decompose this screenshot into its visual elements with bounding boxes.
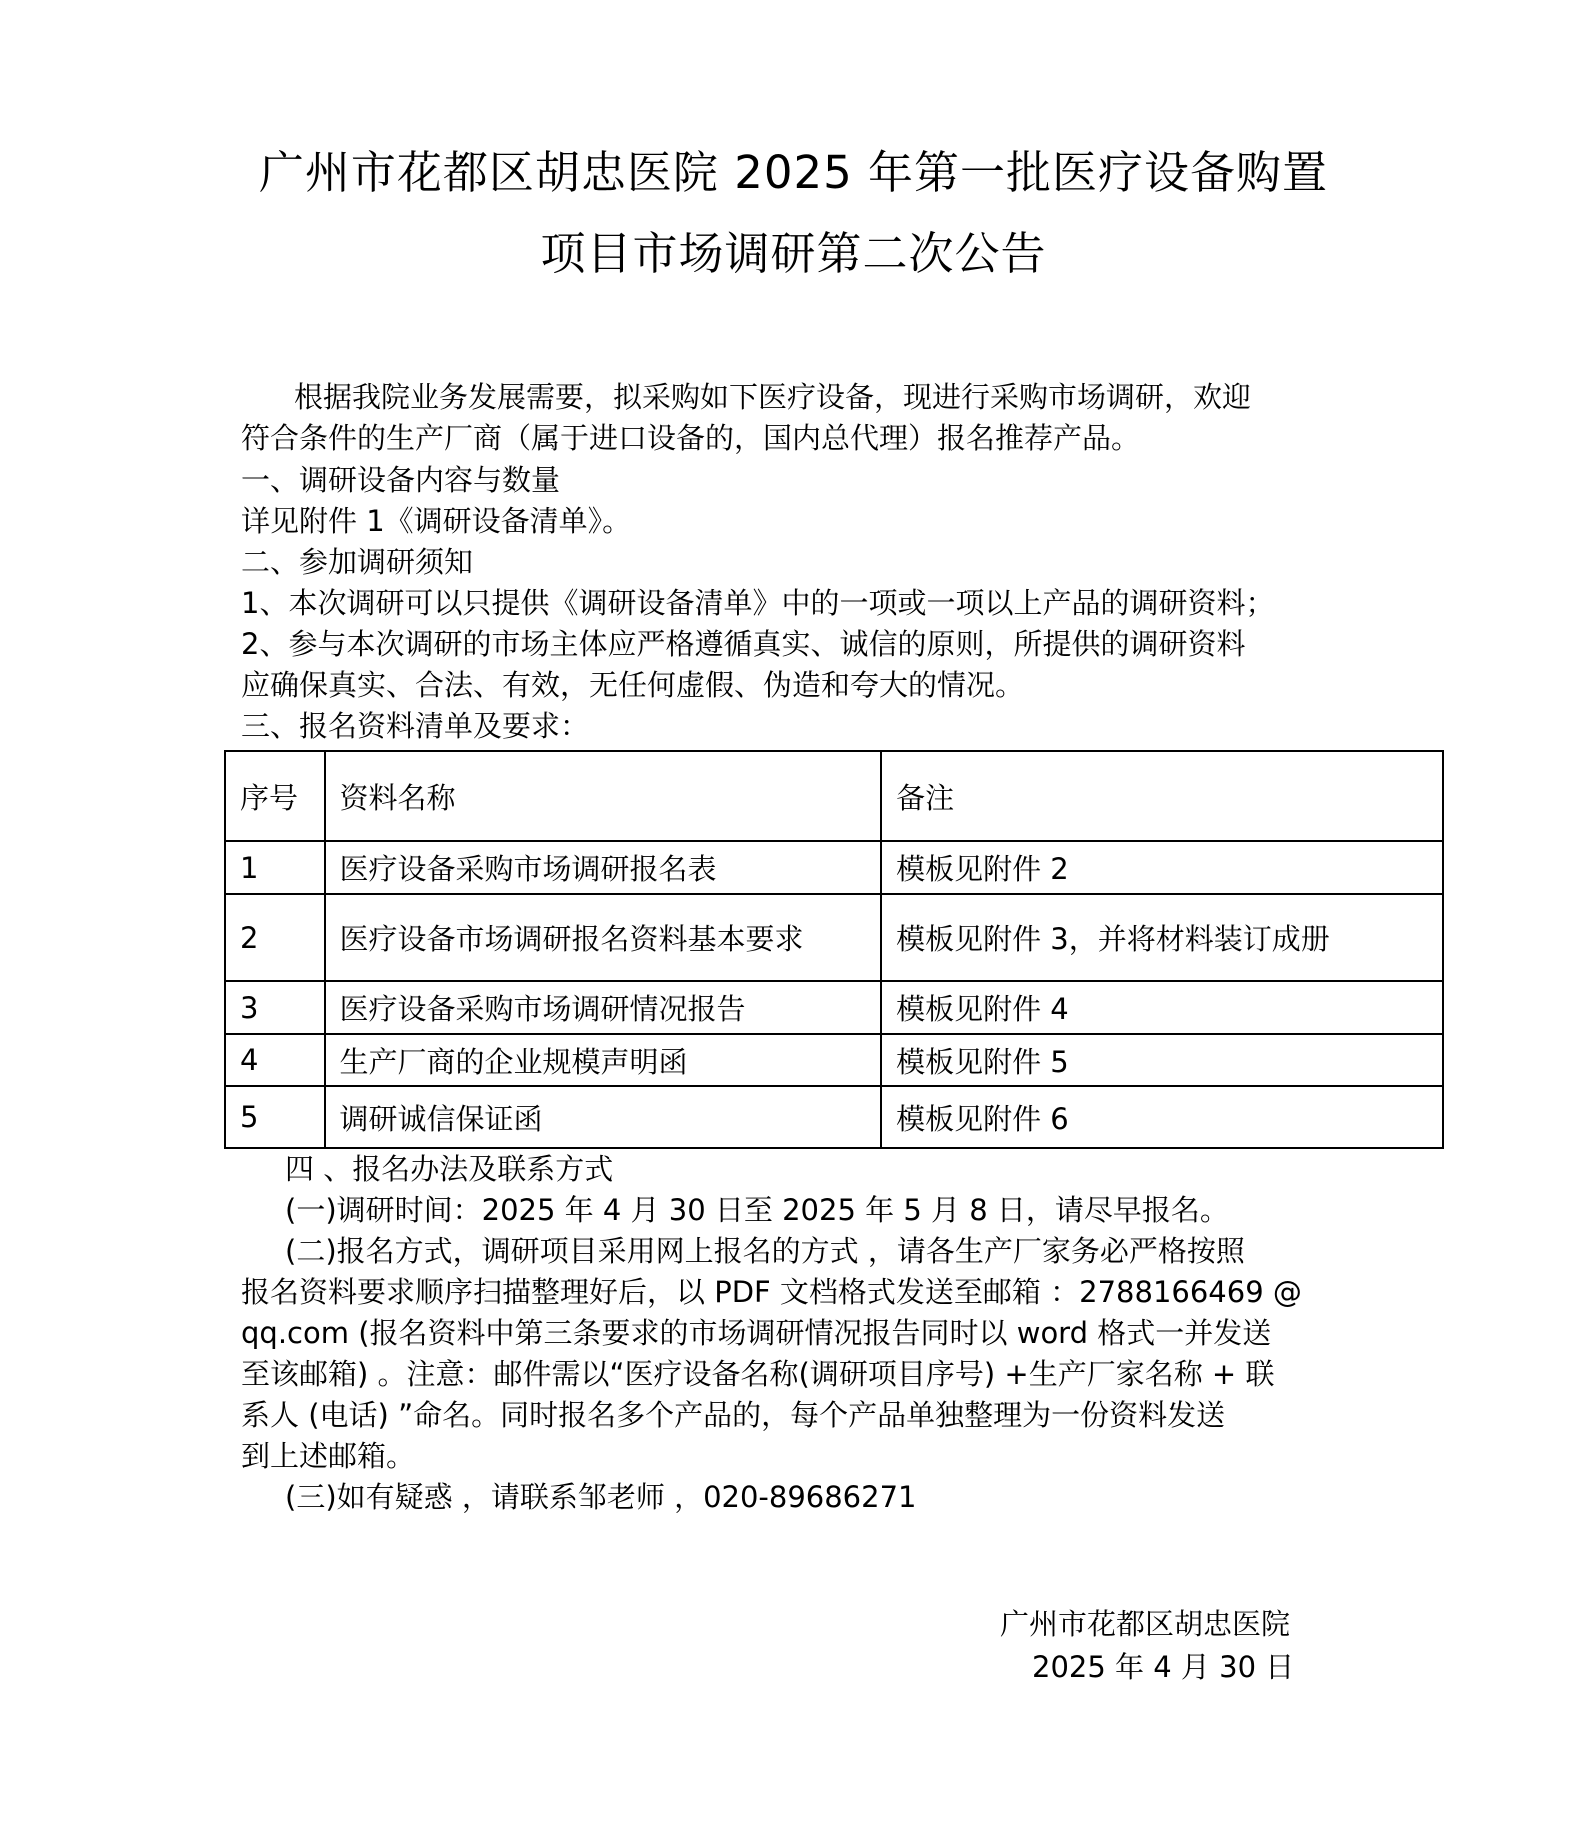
registration-materials-table <box>224 750 1444 1149</box>
row-index: 2 <box>225 894 325 981</box>
row-material-name: 生产厂商的企业规模声明函 <box>325 1034 882 1086</box>
section-4-method-line-5: 系人 (电话) ”命名。同时报名多个产品的，每个产品单独整理为一份资料发送 <box>241 1398 1226 1432</box>
section-4-method-line-3: qq.com (报名资料中第三条要求的市场调研情况报告同时以 word 格式一并发送 <box>241 1316 1272 1350</box>
row-index: 4 <box>225 1034 325 1086</box>
row-material-name: 医疗设备采购市场调研情况报告 <box>325 981 882 1034</box>
document-title-line-2: 项目市场调研第二次公告 <box>540 227 1047 280</box>
section-2-item-2-line-1: 2、参与本次调研的市场主体应严格遵循真实、诚信的原则，所提供的调研资料 <box>241 627 1246 661</box>
section-4-method-line-6: 到上述邮箱。 <box>241 1439 416 1473</box>
section-2-item-2-line-2: 应确保真实、合法、有效，无任何虚假、伪造和夸大的情况。 <box>241 668 1025 702</box>
row-material-name: 调研诚信保证函 <box>325 1086 882 1148</box>
section-2-item-1: 1、本次调研可以只提供《调研设备清单》中的一项或一项以上产品的调研资料； <box>241 586 1275 620</box>
row-remarks: 模板见附件 4 <box>881 981 1443 1034</box>
row-remarks: 模板见附件 5 <box>881 1034 1443 1086</box>
signature-organization: 广州市花都区胡忠医院 <box>1000 1607 1291 1641</box>
signature-date: 2025 年 4 月 30 日 <box>1032 1650 1295 1684</box>
row-remarks: 模板见附件 3，并将材料装订成册 <box>881 894 1443 981</box>
row-index: 1 <box>225 841 325 894</box>
intro-paragraph-line-1: 根据我院业务发展需要，拟采购如下医疗设备，现进行采购市场调研，欢迎 <box>294 380 1252 414</box>
row-index: 5 <box>225 1086 325 1148</box>
intro-paragraph-line-2: 符合条件的生产厂商（属于进口设备的，国内总代理）报名推荐产品。 <box>241 421 1141 455</box>
section-4-method-line-2: 报名资料要求顺序扫描整理好后，以 PDF 文档格式发送至邮箱 ：2788166469 @ <box>241 1275 1302 1309</box>
table-header-row <box>225 751 1443 841</box>
table-row <box>225 841 1443 894</box>
document-title-line-1: 广州市花都区胡忠医院 2025 年第一批医疗设备购置 <box>258 146 1329 199</box>
row-material-name: 医疗设备采购市场调研报名表 <box>325 841 882 894</box>
section-4-heading: 四 、报名办法及联系方式 <box>285 1152 614 1186</box>
header-material-name: 资料名称 <box>325 751 882 841</box>
section-2-heading: 二、参加调研须知 <box>241 545 474 579</box>
section-4-time: (一)调研时间：2025 年 4 月 30 日至 2025 年 5 月 8 日，请尽早报名。 <box>285 1193 1229 1227</box>
table-row <box>225 894 1443 981</box>
section-1-text: 详见附件 1《调研设备清单》。 <box>241 504 632 538</box>
table-row <box>225 1034 1443 1086</box>
row-remarks: 模板见附件 6 <box>881 1086 1443 1148</box>
header-remarks: 备注 <box>881 751 1443 841</box>
section-4-method-line-4: 至该邮箱) 。注意：邮件需以“医疗设备名称(调研项目序号) +生产厂家名称 + 联 <box>241 1357 1275 1391</box>
section-1-heading: 一、调研设备内容与数量 <box>241 463 561 497</box>
table-row <box>225 981 1443 1034</box>
row-material-name: 医疗设备市场调研报名资料基本要求 <box>325 894 882 981</box>
section-4-method-line-1: (二)报名方式，调研项目采用网上报名的方式 ，请各生产厂家务必严格按照 <box>285 1234 1245 1268</box>
row-remarks: 模板见附件 2 <box>881 841 1443 894</box>
table-row <box>225 1086 1443 1148</box>
row-index: 3 <box>225 981 325 1034</box>
header-index: 序号 <box>225 751 325 841</box>
section-4-contact: (三)如有疑惑 ，请联系邹老师 ，020-89686271 <box>285 1480 917 1514</box>
section-3-heading: 三、报名资料清单及要求： <box>241 709 590 743</box>
